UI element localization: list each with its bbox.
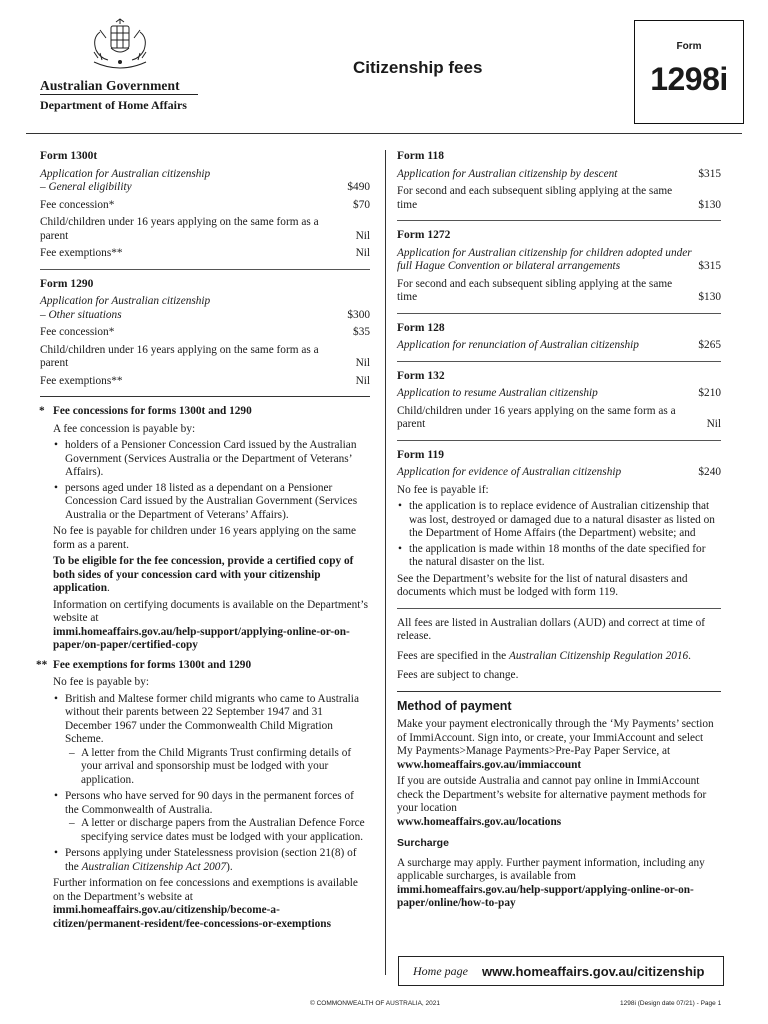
footnote-marker: **: [36, 658, 48, 671]
heading-text: Fee concessions for forms 1300t and 1290: [53, 405, 252, 417]
form-128-title: Form 128: [397, 321, 445, 334]
fee-row: [40, 375, 370, 389]
paragraph: See the Department’s website for the list of natural disasters and documents which must be lodged with form 119.: [397, 572, 688, 598]
fee-row: [397, 387, 721, 401]
column-divider: [385, 150, 386, 975]
fee-exemptions-note: [36, 658, 370, 932]
department-name: Department of Home Affairs: [40, 98, 187, 112]
fee-amount: Nil: [355, 229, 370, 242]
section-divider: [40, 269, 370, 270]
paragraph: All fees are listed in Australian dollars (AUD) and correct at time of release.: [397, 616, 706, 642]
bullet-list: [397, 500, 721, 570]
form-number: 1298i: [650, 61, 728, 97]
bullet-list: [53, 693, 370, 875]
list-item: • persons aged under 18 listed as a dependant on a Pensioner Concession Card issued by the Australian Government (Services Australia or the Department of Veterans’ Affairs).: [65, 482, 370, 523]
form-1272-section: [397, 229, 721, 305]
list-item: • the application is made within 18 months of the date specified for the natural disaster on the list.: [409, 543, 721, 570]
fee-label: Application for evidence of Australian citizenship: [397, 466, 622, 478]
paragraph: A fee concession is payable by:: [53, 422, 196, 435]
fee-label: Child/children under 16 years applying on the same form as a parent: [397, 404, 676, 430]
list-item: [65, 847, 370, 874]
paragraph: [53, 599, 370, 653]
payment-text: Make your payment electronically through the ‘My Payments’ section of ImmiAccount. Sign into, or create, your ImmiAccount and select My Payments>Manage Payments>Pre-Pay Paper Service, at: [397, 718, 714, 757]
fee-amount: Nil: [355, 247, 370, 259]
paragraph: [397, 650, 721, 664]
paragraph: [397, 857, 721, 911]
header-divider: [26, 133, 742, 134]
list-item: [65, 693, 370, 788]
form-1290-title: Form 1290: [40, 277, 94, 290]
surcharge-text: A surcharge may apply. Further payment information, including any applicable surcharges, is available from: [397, 856, 705, 882]
fee-amount: $315: [698, 260, 721, 272]
certified-copy-link[interactable]: immi.homeaffairs.gov.au/help-support/applying-online-or-on-paper/on-paper/certified-copy: [53, 625, 350, 651]
fee-label: Fee concession*: [40, 326, 115, 338]
section-divider: [397, 313, 721, 314]
fee-exemptions-heading: [36, 658, 370, 673]
fee-label: Application for renunciation of Australian citizenship: [397, 339, 639, 351]
sub-list-item: – A letter or discharge papers from the Australian Defence Force specifying service dates must be lodged with your application.: [81, 817, 370, 844]
fee-label-line: – Other situations: [40, 308, 122, 321]
fee-row: [40, 326, 370, 340]
fee-row: [40, 199, 370, 213]
fee-label-line: – General eligibility: [40, 181, 132, 193]
info-text: Further information on fee concessions and exemptions is available on the Department’s website at: [53, 877, 358, 903]
fee-label: Application for Australian citizenship by descent: [397, 167, 618, 180]
punctuation: ).: [226, 860, 233, 873]
payment-section: [397, 700, 721, 911]
paragraph: No fee is payable for children under 16 years applying on the same form as a parent.: [53, 525, 357, 551]
fee-row: [40, 344, 370, 371]
form-1272-title: Form 1272: [397, 229, 451, 241]
section-divider: [397, 361, 721, 362]
payment-heading: Method of payment: [397, 698, 512, 713]
fee-amount: $210: [698, 387, 721, 399]
fee-label: [40, 168, 347, 195]
sub-list-item: – A letter from the Child Migrants Trust confirming details of your arrival and sponsorship must be lodged with your application.: [81, 747, 370, 788]
fee-row: [40, 168, 370, 195]
footer-copyright: © COMMONWEALTH OF AUSTRALIA, 2021: [310, 1000, 440, 1007]
form-1290-section: [40, 278, 370, 389]
immiaccount-link[interactable]: www.homeaffairs.gov.au/immiaccount: [397, 758, 582, 771]
fee-amount: $300: [347, 308, 370, 321]
form-label: Form: [676, 41, 702, 52]
paragraph: [53, 877, 370, 931]
fee-row: [397, 278, 721, 305]
list-item-text: Persons who have served for 90 days in the permanent forces of the Commonwealth of Australia.: [65, 790, 354, 816]
general-fee-notes: [397, 617, 721, 683]
fee-row: [397, 339, 721, 353]
fee-row: [397, 168, 721, 182]
right-column: [397, 150, 721, 914]
form-128-section: [397, 322, 721, 353]
section-divider: [397, 608, 721, 609]
surcharge-heading: Surcharge: [397, 837, 449, 849]
fee-row: [397, 466, 721, 480]
fee-amount: $315: [698, 167, 721, 180]
form-number-box: [634, 20, 744, 124]
fee-concessions-link[interactable]: immi.homeaffairs.gov.au/citizenship/become-a-citizen/permanent-resident/fee-concessions-or-exemptions: [53, 904, 331, 930]
footnote-marker: *: [39, 405, 45, 417]
fee-label: Child/children under 16 years applying on the same form as a parent: [40, 343, 319, 369]
fee-label: Fee exemptions**: [40, 247, 123, 259]
form-118-title: Form 118: [397, 150, 444, 162]
paragraph: No fee is payable by:: [53, 676, 149, 688]
fee-concessions-note: [40, 405, 370, 653]
paragraph: [397, 718, 721, 772]
government-name: Australian Government: [40, 78, 180, 93]
bullet-list: [53, 439, 370, 522]
document-title: Citizenship fees: [353, 58, 483, 77]
fee-amount: $490: [347, 181, 370, 193]
fee-label: Application for Australian citizenship for children adopted under full Hague Convention or bilateral arrangements: [397, 246, 692, 272]
fee-amount: $35: [353, 326, 370, 338]
form-1300t-section: [40, 150, 370, 261]
eligibility-text: To be eligible for the fee concession, provide a certified copy of both sides of your concession card with your citizenship application: [53, 555, 354, 594]
info-text: Information on certifying documents is available on the Department’s website at: [53, 598, 368, 624]
act-name: Australian Citizenship Act 2007: [81, 860, 227, 873]
form-119-title: Form 119: [397, 448, 444, 461]
list-item: • the application is to replace evidence of Australian citizenship that was lost, destroyed or damaged due to a natural disaster as listed on the Department of Home Affairs (the Department) website; and: [409, 500, 721, 541]
fee-concessions-heading: [39, 405, 370, 419]
fee-row: [397, 405, 721, 432]
homepage-label: Home page: [413, 963, 468, 978]
punctuation: .: [688, 649, 691, 662]
header-logo-divider: [40, 94, 198, 95]
text: Fees are specified in the: [397, 649, 509, 662]
left-column: [36, 150, 370, 934]
fee-row: [40, 247, 370, 261]
sub-list: [65, 747, 370, 788]
footer-page-ref: 1298i (Design date 07/21) - Page 1: [620, 1000, 722, 1007]
form-1300t-title: Form 1300t: [40, 150, 98, 162]
fee-row: [397, 185, 721, 212]
list-item-text: Persons applying under Statelessness provision (section 21(8) of the: [65, 847, 357, 873]
paragraph: Fees are subject to change.: [397, 669, 519, 681]
form-118-section: [397, 150, 721, 212]
fee-amount: $70: [353, 198, 370, 211]
fee-amount: $130: [698, 198, 721, 211]
punctuation: .: [107, 582, 110, 594]
fee-label: For second and each subsequent sibling applying at the same time: [397, 185, 673, 211]
section-divider: [397, 220, 721, 221]
fee-amount: Nil: [355, 374, 370, 387]
paragraph: [397, 775, 721, 829]
locations-link[interactable]: www.homeaffairs.gov.au/locations: [397, 815, 562, 828]
fee-label-line: Application for Australian citizenship: [40, 295, 211, 307]
heading-text: Fee exemptions for forms 1300t and 1290: [53, 658, 252, 671]
fee-label: Fee concession*: [40, 198, 115, 211]
fee-label: Application to resume Australian citizenship: [397, 387, 598, 399]
fee-label-line: Application for Australian citizenship: [40, 167, 211, 180]
fee-row: [40, 295, 370, 322]
fee-row: [40, 216, 370, 243]
fee-amount: $265: [698, 339, 721, 351]
form-119-section: [397, 449, 721, 600]
payment-text: If you are outside Australia and cannot pay online in ImmiAccount check the Department’s website for alternative payment methods for your location: [397, 775, 707, 814]
coat-of-arms-logo: [80, 18, 160, 74]
paragraph: [53, 555, 370, 596]
fee-label: For second and each subsequent sibling applying at the same time: [397, 277, 673, 303]
fee-amount: $240: [698, 466, 721, 478]
homepage-box: [398, 956, 724, 986]
paragraph: No fee is payable if:: [397, 483, 489, 496]
how-to-pay-link[interactable]: immi.homeaffairs.gov.au/help-support/applying-online-or-on-paper/online/how-to-pay: [397, 883, 694, 909]
fee-amount: Nil: [355, 357, 370, 369]
section-divider: [40, 396, 370, 397]
list-item-text: British and Maltese former child migrants who came to Australia without their parents between 22 September 1947 and 31 December 1967 under the Commonwealth Child Migration Scheme.: [65, 692, 359, 745]
fee-label: [40, 295, 347, 322]
section-divider: [397, 440, 721, 441]
fee-label: Fee exemptions**: [40, 374, 123, 387]
fee-label: Child/children under 16 years applying on the same form as a parent: [40, 216, 319, 242]
list-item: • holders of a Pensioner Concession Card issued by the Australian Government (Services Australia or the Department of Veterans’ Affairs).: [65, 439, 370, 480]
list-item: [65, 790, 370, 844]
fee-amount: Nil: [706, 418, 721, 430]
form-132-section: [397, 370, 721, 432]
regulation-name: Australian Citizenship Regulation 2016: [508, 649, 689, 662]
section-divider: [397, 691, 721, 692]
fee-amount: $130: [698, 291, 721, 303]
homepage-link[interactable]: www.homeaffairs.gov.au/citizenship: [481, 963, 705, 979]
sub-list: [65, 817, 370, 844]
form-132-title: Form 132: [397, 369, 445, 382]
fee-row: [397, 247, 721, 274]
